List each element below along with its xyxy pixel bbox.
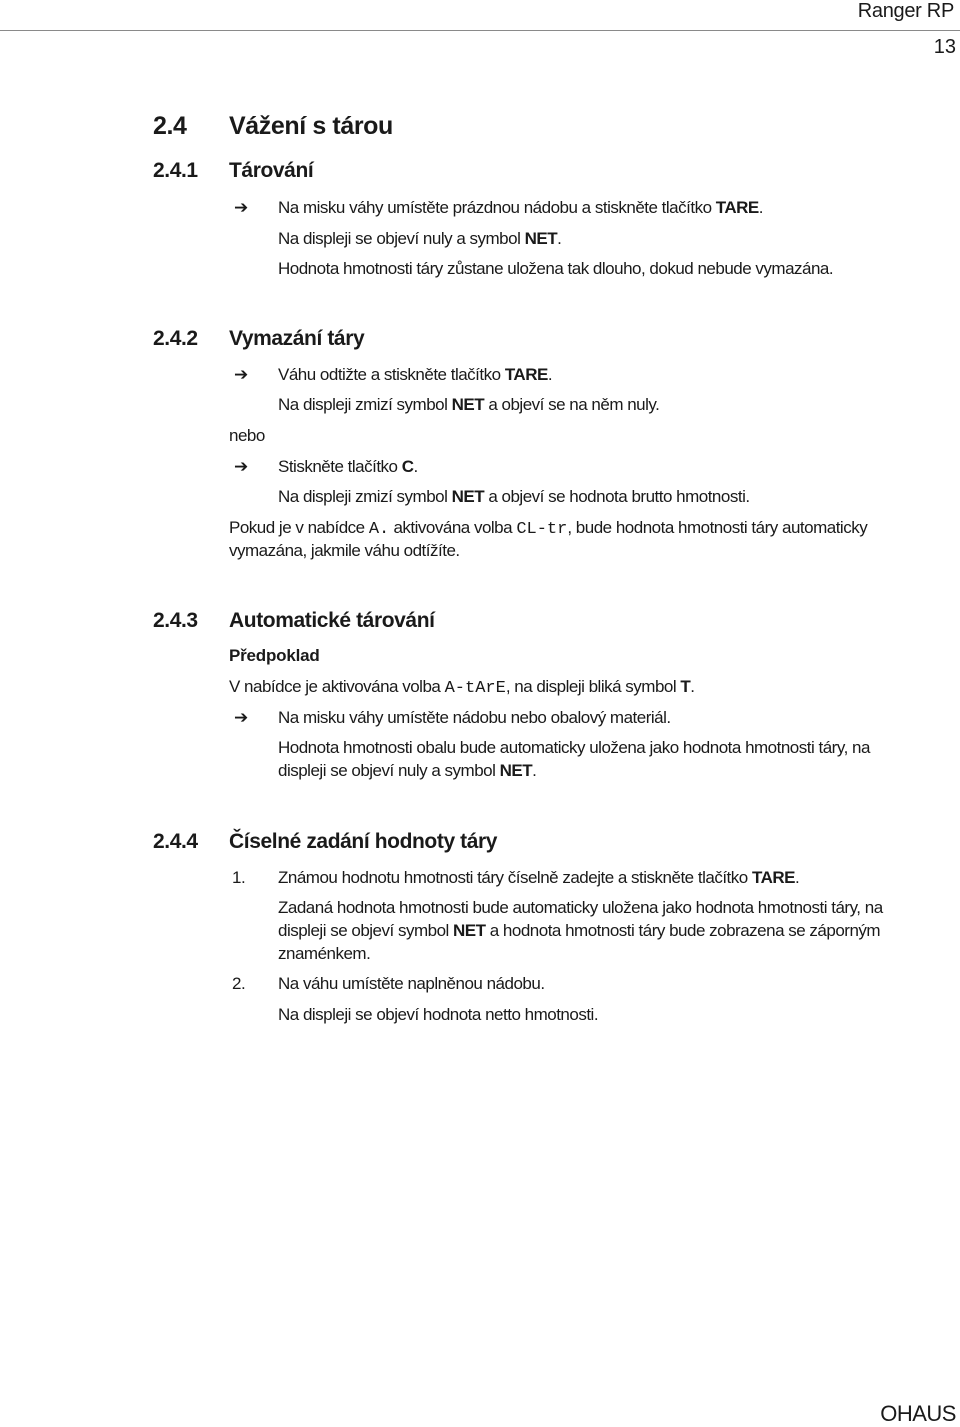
s2-note-2: vymazána, jakmile váhu odtížíte.: [229, 541, 460, 560]
s1-step: Na misku váhy umístěte prázdnou nádobu a stiskněte tlačítko TARE.: [278, 198, 763, 217]
s3-title: Automatické tárování: [229, 609, 435, 632]
s1-number: 2.4.1: [153, 159, 198, 182]
step-arrow-icon: ➔: [234, 457, 249, 476]
s1-title: Tárování: [229, 159, 314, 182]
s4-result-1c: znaménkem.: [278, 944, 371, 963]
s4-step-1: Známou hodnotu hmotnosti táry číselně zadejte a stiskněte tlačítko TARE.: [278, 868, 800, 887]
s2-or: nebo: [229, 426, 265, 445]
s3-prerequisite: V nabídce je aktivována volba A-tArE, na displeji bliká symbol T.: [229, 677, 695, 698]
s3-number: 2.4.3: [153, 609, 198, 632]
s2-title: Vymazání táry: [229, 327, 365, 350]
footer-brand: OHAUS: [880, 1401, 956, 1426]
s4-step-2-number: 2.: [232, 974, 246, 993]
header-divider: [0, 30, 960, 31]
page-number: 13: [933, 36, 956, 58]
s2-number: 2.4.2: [153, 327, 198, 350]
s3-prerequisite-heading: Předpoklad: [229, 646, 320, 665]
s4-step-2: Na váhu umístěte naplněnou nádobu.: [278, 974, 545, 993]
step-arrow-icon: ➔: [234, 198, 249, 217]
s4-result-1b: displeji se objeví symbol NET a hodnota hmotnosti táry bude zobrazena se záporným: [278, 921, 881, 940]
s4-result-2: Na displeji se objeví hodnota netto hmotnosti.: [278, 1005, 599, 1024]
s3-result-2: displeji se objeví nuly a symbol NET.: [278, 761, 537, 780]
s4-title: Číselné zadání hodnoty táry: [229, 830, 498, 853]
s3-step: Na misku váhy umístěte nádobu nebo obalový materiál.: [278, 708, 671, 727]
header-brand: Ranger RP: [857, 0, 954, 22]
s4-step-1-number: 1.: [232, 868, 246, 887]
s2-note-1: Pokud je v nabídce A. aktivována volba CL-tr, bude hodnota hmotnosti táry automaticky: [229, 518, 868, 539]
s3-result-1: Hodnota hmotnosti obalu bude automaticky uložena jako hodnota hmotnosti táry, na: [278, 738, 870, 757]
section-number: 2.4: [153, 112, 187, 140]
s1-result-2: Hodnota hmotnosti táry zůstane uložena tak dlouho, dokud nebude vymazána.: [278, 259, 834, 278]
s2-result-1: Na displeji zmizí symbol NET a objeví se na něm nuly.: [278, 395, 660, 414]
s2-step-2: Stiskněte tlačítko C.: [278, 457, 418, 476]
s2-step-1: Váhu odtižte a stiskněte tlačítko TARE.: [278, 365, 553, 384]
section-title: Vážení s tárou: [229, 112, 393, 140]
step-arrow-icon: ➔: [234, 365, 249, 384]
s1-result-1: Na displeji se objeví nuly a symbol NET.: [278, 229, 562, 248]
s2-result-2: Na displeji zmizí symbol NET a objeví se hodnota brutto hmotnosti.: [278, 487, 750, 506]
s4-number: 2.4.4: [153, 830, 198, 853]
step-arrow-icon: ➔: [234, 708, 249, 727]
s4-result-1a: Zadaná hodnota hmotnosti bude automaticky uložena jako hodnota hmotnosti táry, na: [278, 898, 883, 917]
